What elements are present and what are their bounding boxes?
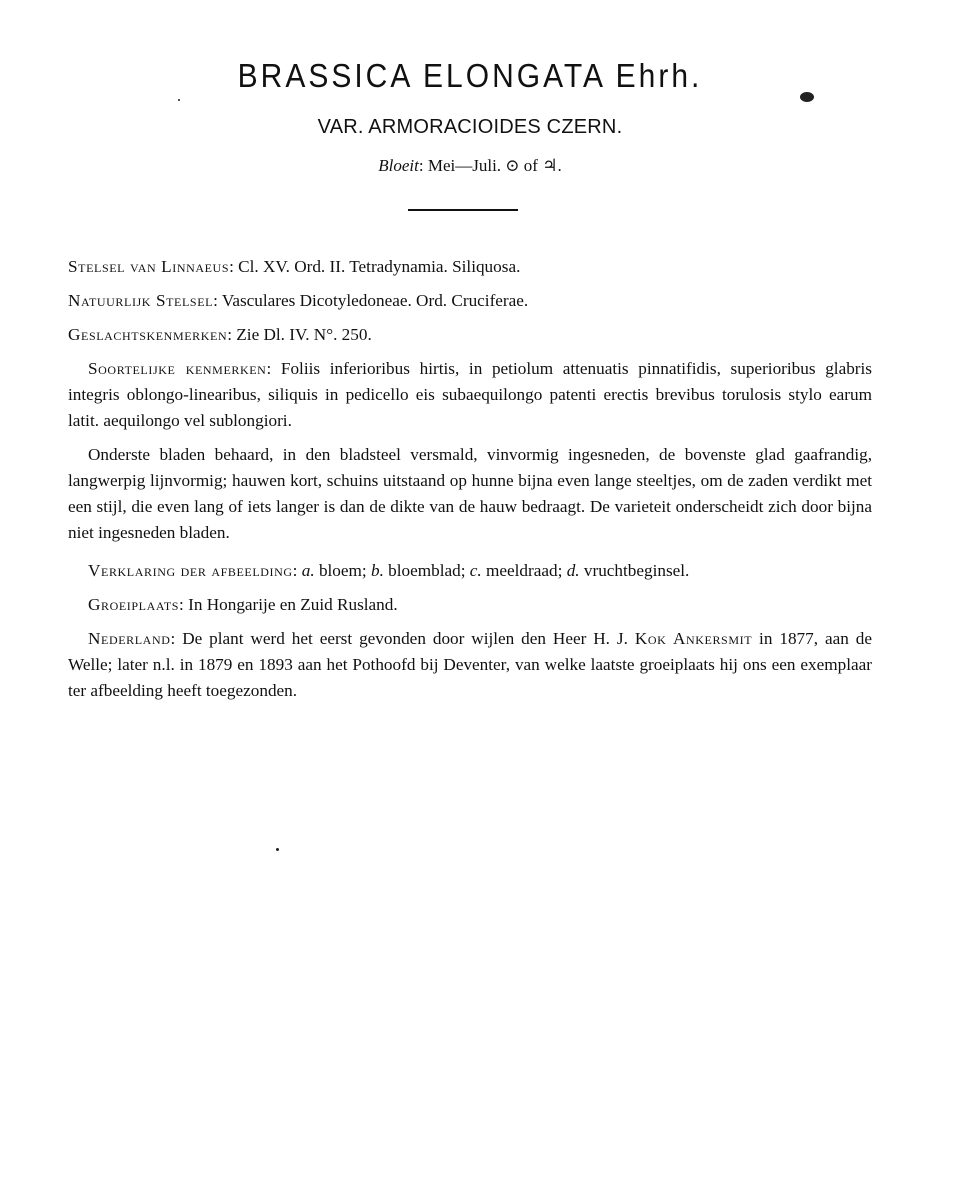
flowering-label: Bloeit — [378, 156, 419, 175]
figure-key-d: d. — [566, 561, 580, 580]
collector-name: Kok Ankersmit — [634, 629, 753, 648]
figure-explanation-line — [68, 558, 872, 584]
variety-subtitle: VAR. ARMORACIOIDES CZERN. — [317, 116, 623, 138]
figure-key-b-text: bloemblad; — [383, 561, 470, 580]
figure-explanation-label: Verklaring der afbeelding — [88, 561, 293, 580]
linnaeus-system-label: Stelsel van Linnaeus — [68, 257, 230, 276]
species-title: BRASSICA ELONGATA Ehrh. — [237, 57, 703, 95]
genus-characters-line — [68, 322, 872, 348]
netherlands-text-2: in 1877, aan de Welle; later n.l. in 1879 en 1893 aan het Pothoofd bij Deventer, van welke laatste groeiplaats hij ons een exemplaar ter afbeelding heeft toegezonden. — [68, 629, 872, 700]
species-characters-label: Soortelijke kenmerken — [88, 359, 267, 378]
description-text — [68, 254, 872, 704]
natural-system-text: : Vasculares Dicotyledoneae. Ord. Cruciferae. — [213, 291, 529, 310]
netherlands-text-1: : De plant werd het eerst gevonden door wijlen den Heer H. J. — [170, 629, 635, 648]
figure-key-d-text: vruchtbeginsel. — [579, 561, 690, 580]
genus-characters-label: Geslachtskenmerken — [68, 325, 228, 344]
linnaeus-system-text: : Cl. XV. Ord. II. Tetradynamia. Siliquosa. — [229, 257, 521, 276]
figure-explanation-colon: : — [292, 561, 302, 580]
figure-key-b: b. — [370, 561, 384, 580]
netherlands-label: Nederland — [88, 629, 171, 648]
figure-key-c: c. — [469, 561, 482, 580]
habitat-text: : In Hongarije en Zuid Rusland. — [179, 595, 398, 614]
species-characters-text: : Foliis inferioribus hirtis, in petiolum attenuatis pinnatifidis, superioribus glabris integris oblongo-linearibus, siliquis in pedicello eis subaequilongo patenti erectis brevibus torulosis stylo earum latit. aequilongo vel sublongiori. — [68, 359, 872, 430]
ink-speck — [276, 848, 279, 851]
figure-key-a-text: bloem; — [314, 561, 371, 580]
ink-speck — [178, 99, 180, 101]
linnaeus-system-line — [68, 254, 872, 280]
ink-blot — [800, 92, 814, 102]
genus-characters-text: : Zie Dl. IV. N°. 250. — [227, 325, 372, 344]
natural-system-line — [68, 288, 872, 314]
flowering-value: : Mei—Juli. ⊙ of ♃. — [418, 156, 562, 175]
flowering-line — [0, 156, 940, 176]
netherlands-paragraph — [68, 626, 872, 704]
habitat-label: Groeiplaats — [88, 595, 180, 614]
natural-system-label: Natuurlijk Stelsel — [68, 291, 214, 310]
figure-key-a: a. — [301, 561, 315, 580]
habitat-line — [68, 592, 872, 618]
species-characters-paragraph — [68, 356, 872, 434]
dutch-description-paragraph: Onderste bladen behaard, in den bladsteel versmald, vinvormig ingesneden, de bovenste glad gaafrandig, langwerpig lijnvormig; hauwen kort, schuins uitstaand op hunne bijna even lange steeltjes, om de zaden verdikt met een stijl, die even lang of iets langer is dan de dikte van de hauw bedraagt. De varieteit onderscheidt zich door bijna niet ingesneden bladen. — [68, 445, 872, 542]
title-divider — [408, 209, 518, 211]
figure-key-c-text: meeldraad; — [481, 561, 567, 580]
